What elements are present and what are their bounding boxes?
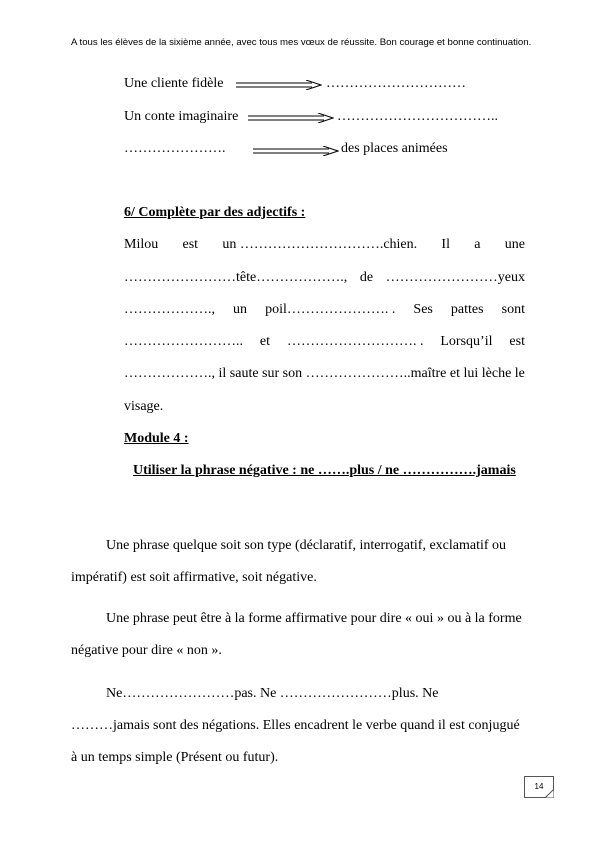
double-arrow-icon <box>236 80 322 90</box>
paragraph-2-line-1: Une phrase peut être à la forme affirmative pour dire « oui » ou à la forme <box>106 611 522 626</box>
word: Il <box>441 237 450 252</box>
exercise-line-5 <box>124 366 525 382</box>
pair-left-3: …………………. <box>124 141 226 156</box>
word: un ………………………….chien. <box>222 237 418 252</box>
word: ………………………. . <box>286 334 424 349</box>
paragraph-1-line-2: impératif) est soit affirmative, soit négative. <box>71 570 317 585</box>
exercise-line-1 <box>124 237 525 253</box>
double-arrow-icon <box>253 146 339 156</box>
word: est <box>182 237 199 252</box>
exercise-line-4 <box>124 334 525 350</box>
paragraph-3-line-1: Ne……………………pas. Ne ……………………plus. Ne <box>106 686 439 701</box>
word: ……………………yeux <box>385 270 525 285</box>
word: Milou <box>124 237 159 252</box>
module-subtitle: Utiliser la phrase négative : ne …….plus / ne …………….jamais <box>133 463 516 478</box>
word: Lorsqu’il <box>440 334 493 349</box>
paragraph-1-line-1: Une phrase quelque soit son type (déclaratif, interrogatif, exclamatif ou <box>106 538 507 553</box>
word: ……………………tête………………., <box>124 270 348 285</box>
pair-right-2: …………………………….. <box>337 109 498 124</box>
word: ………………., il saute sur son …………………..maître et lui lèche le <box>124 366 525 381</box>
pair-right-3: des places animées <box>341 141 448 156</box>
paragraph-3-line-3: à un temps simple (Présent ou futur). <box>71 750 279 765</box>
word: et <box>259 334 271 349</box>
word: ………………., <box>124 302 215 317</box>
page-header-note: A tous les élèves de la sixième année, avec tous mes vœux de réussite. Bon courage et bonne continuation. <box>71 37 532 48</box>
pair-left-1: Une cliente fidèle <box>124 76 224 91</box>
page-number: 14 <box>524 776 554 798</box>
word: un <box>233 302 248 317</box>
double-arrow-icon <box>248 113 334 123</box>
word: Ses <box>413 302 433 317</box>
word: de <box>359 270 374 285</box>
section-6-title: 6/ Complète par des adjectifs : <box>124 205 306 220</box>
page-fold-icon <box>545 789 554 798</box>
exercise-line-2 <box>124 270 525 286</box>
exercise-line-3 <box>124 302 525 318</box>
module-title: Module 4 : <box>124 431 189 446</box>
paragraph-2-line-2: négative pour dire « non ». <box>71 643 222 658</box>
word: sont <box>501 302 525 317</box>
pair-left-2: Un conte imaginaire <box>124 109 239 124</box>
word: une <box>504 237 525 252</box>
word: est <box>509 334 525 349</box>
paragraph-3-line-2: ………jamais sont des négations. Elles encadrent le verbe quand il est conjugué <box>71 718 520 733</box>
pair-right-1: ………………………… <box>326 76 466 91</box>
word: …………………….. <box>124 334 243 349</box>
word: poil…………………. . <box>265 302 396 317</box>
word: pattes <box>450 302 484 317</box>
word: a <box>474 237 481 252</box>
exercise-line-6: visage. <box>124 399 164 414</box>
